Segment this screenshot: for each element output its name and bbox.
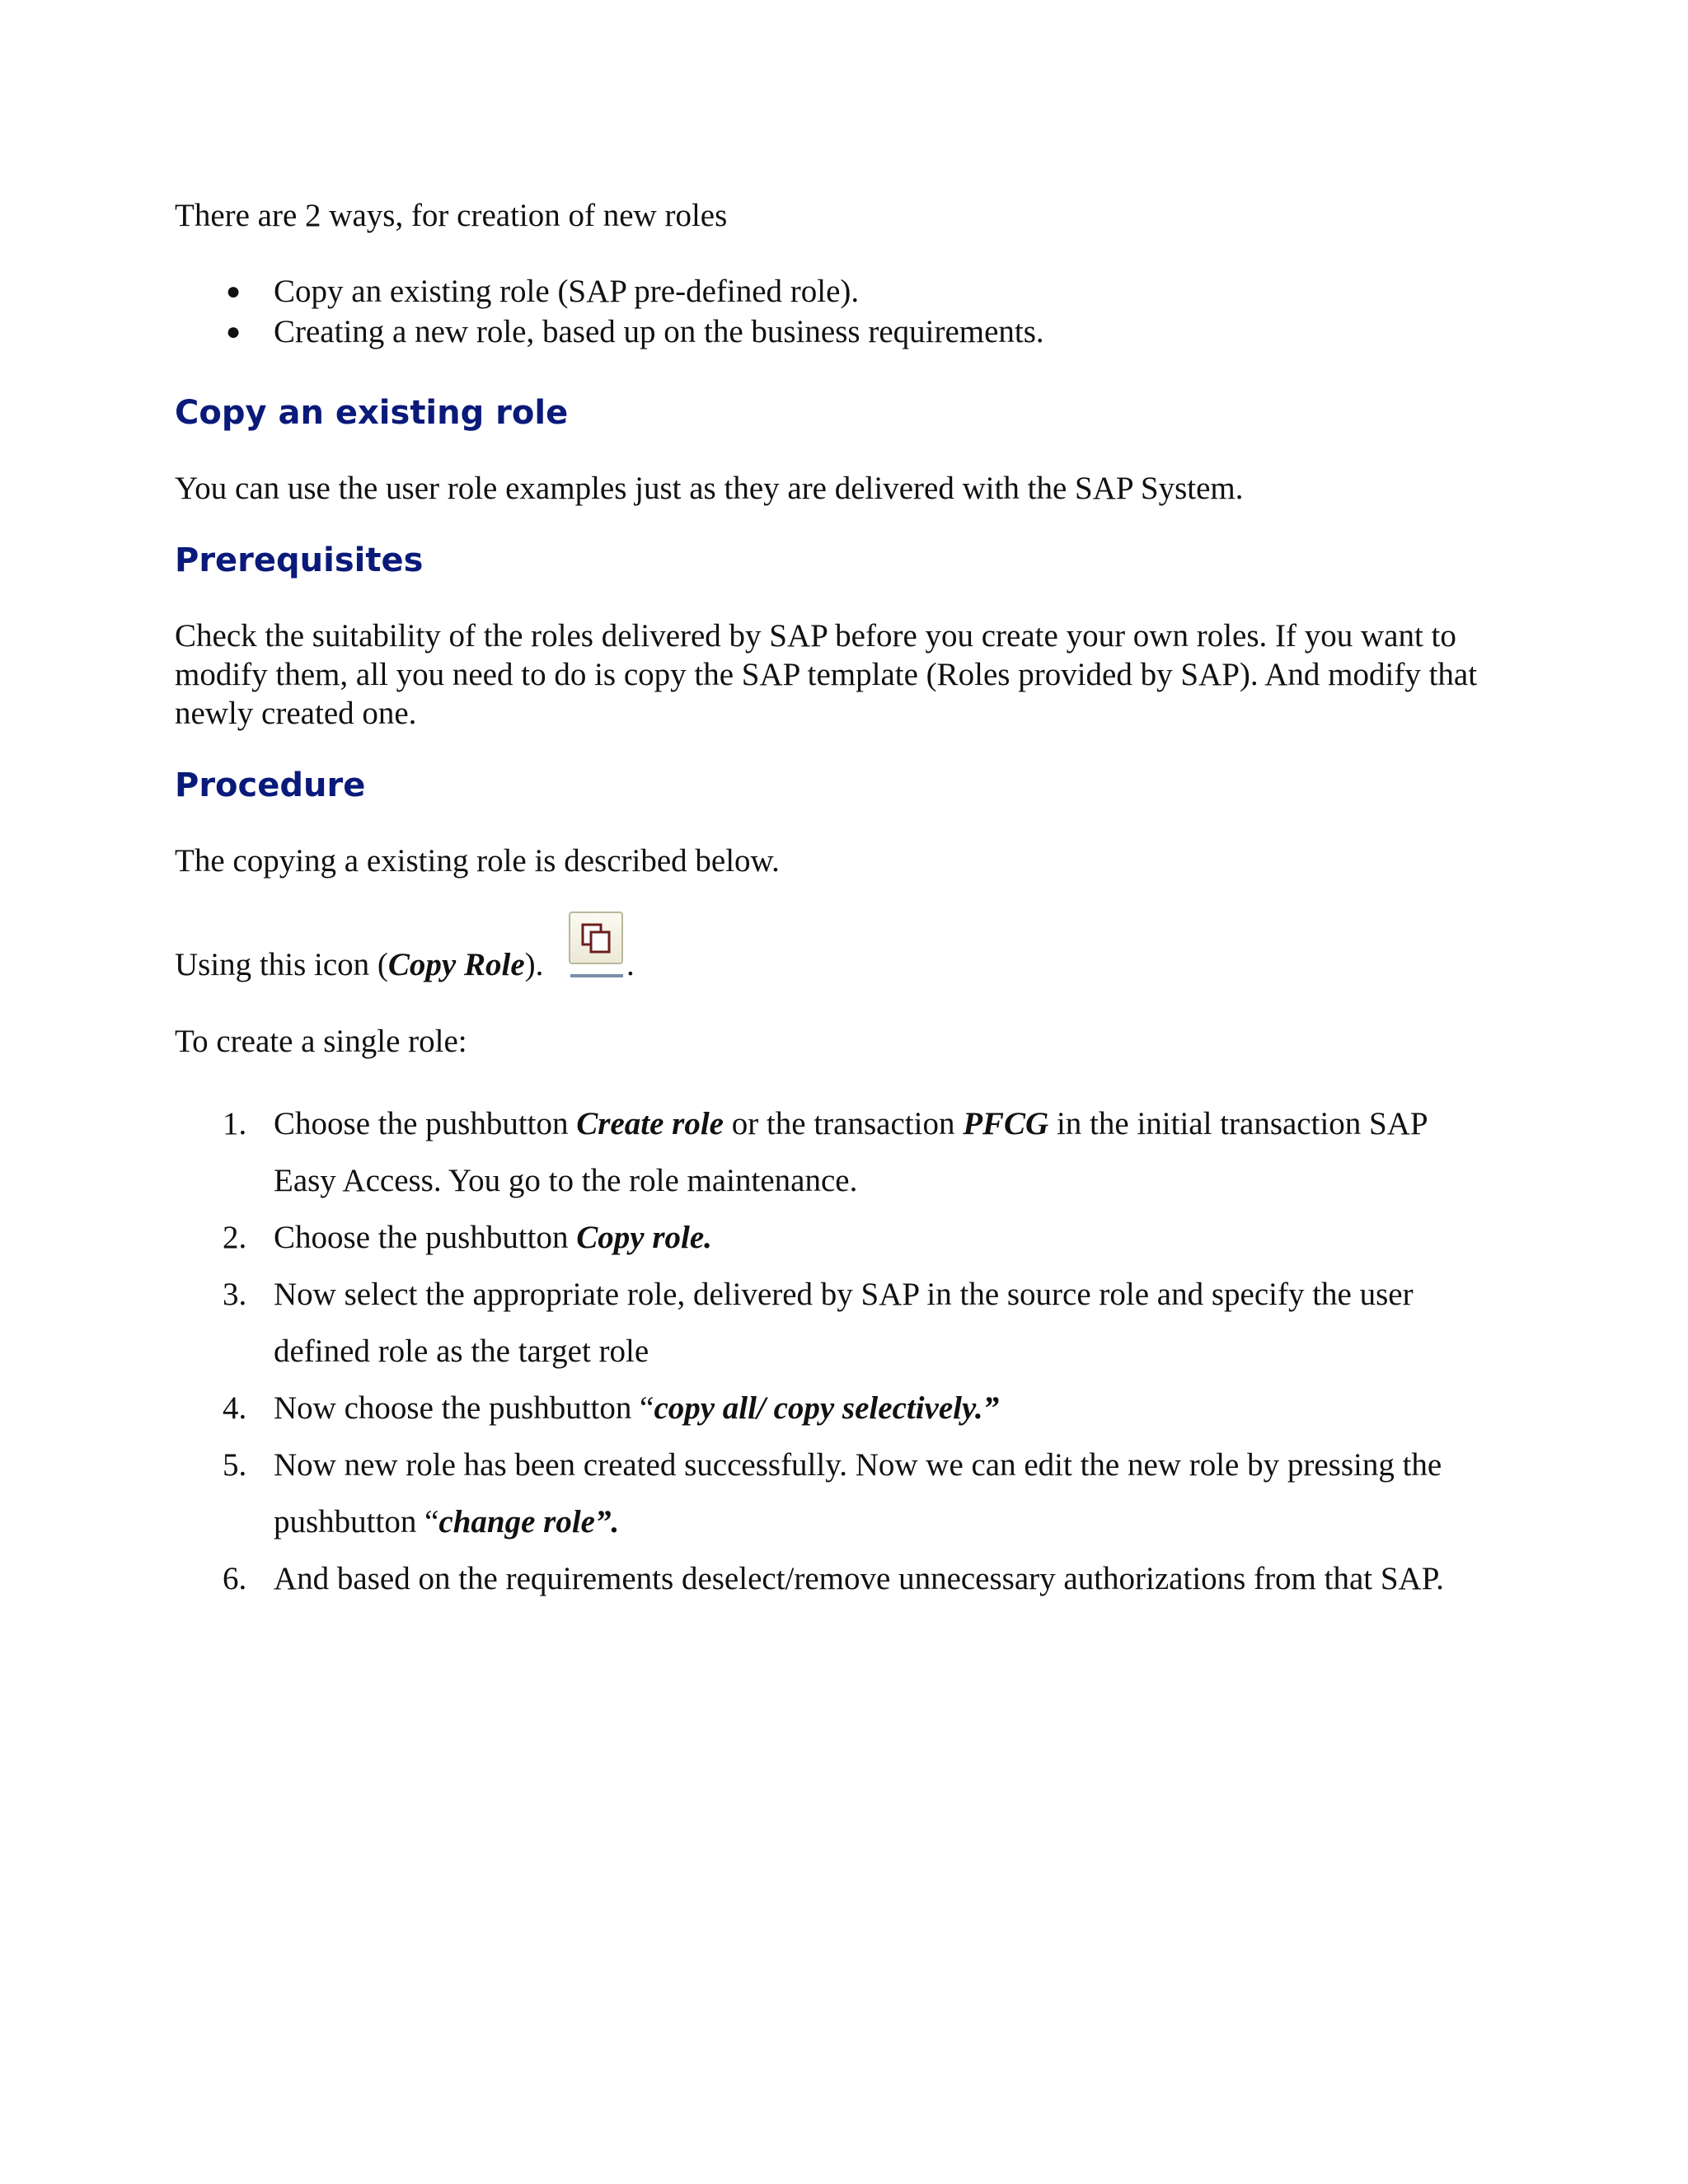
list-item — [175, 312, 1493, 352]
step-number: 1. — [223, 1106, 247, 1141]
list-item — [175, 1436, 1493, 1550]
procedure-heading: Procedure — [175, 766, 366, 804]
list-item — [175, 271, 1493, 312]
icon-underline — [570, 974, 623, 977]
step-bold: PFCG — [963, 1106, 1049, 1141]
steps-list — [175, 1095, 1493, 1607]
step-text: Choose the pushbutton — [274, 1220, 577, 1255]
icon-line-prefix: Using this icon ( — [175, 947, 388, 982]
step-bold: Create role — [576, 1106, 724, 1141]
step-number: 3. — [223, 1277, 247, 1312]
step-text: Choose the pushbutton — [274, 1106, 577, 1141]
step-bold: Copy role. — [576, 1220, 712, 1255]
step-text: Now select the appropriate role, delivered by SAP in the source role and specify the user defined role as the target role — [274, 1277, 1414, 1369]
list-item-text: Creating a new role, based up on the business requirements. — [274, 314, 1044, 349]
single-role-text: To create a single role: — [175, 1024, 467, 1059]
intro-paragraph: There are 2 ways, for creation of new roles — [175, 198, 728, 233]
step-text: Now new role has been created successfully. Now we can edit the new role by pressing the pushbutton “ — [274, 1447, 1442, 1540]
list-item — [175, 1380, 1493, 1436]
step-bold: change role”. — [438, 1504, 620, 1540]
copy-role-label: Copy Role — [387, 947, 525, 982]
icon-line-period: . — [626, 947, 635, 982]
step-text: Now choose the pushbutton “ — [274, 1390, 654, 1426]
step-number: 2. — [223, 1220, 247, 1255]
bullet-icon: ● — [226, 278, 241, 305]
ways-list — [175, 271, 1493, 352]
list-item-text: Copy an existing role (SAP pre-defined role). — [274, 274, 860, 309]
copy-role-icon-line — [175, 912, 1493, 984]
prerequisites-heading: Prerequisites — [175, 541, 424, 579]
step-number: 5. — [223, 1447, 247, 1483]
icon-line-text — [175, 945, 543, 984]
list-item — [175, 1095, 1493, 1209]
list-item — [175, 1550, 1493, 1607]
bullet-icon: ● — [226, 318, 241, 345]
copy-role-icon[interactable] — [569, 912, 623, 964]
document-content — [175, 196, 1493, 1607]
icon-line-suffix: ). — [524, 947, 544, 982]
copy-existing-role-text: You can use the user role examples just as they are delivered with the SAP System. — [175, 471, 1244, 506]
prerequisites-text: Check the suitability of the roles delivered by SAP before you create your own roles. If you want to modify them, all you need to do is copy the SAP template (Roles provided by SAP). And modify that newly created one. — [175, 618, 1478, 731]
step-number: 4. — [223, 1390, 247, 1426]
list-item — [175, 1209, 1493, 1266]
step-text: in the initial transaction SAP Easy Access. You go to the role maintenance. — [274, 1106, 1428, 1198]
list-item — [175, 1266, 1493, 1380]
copy-existing-role-heading: Copy an existing role — [175, 394, 569, 432]
step-bold: copy all/ copy selectively.” — [654, 1390, 1000, 1426]
step-text: or the transaction — [723, 1106, 964, 1141]
procedure-text: The copying a existing role is described below. — [175, 843, 780, 879]
step-number: 6. — [223, 1561, 247, 1596]
step-text: And based on the requirements deselect/remove unnecessary authorizations from that SAP. — [274, 1561, 1444, 1596]
